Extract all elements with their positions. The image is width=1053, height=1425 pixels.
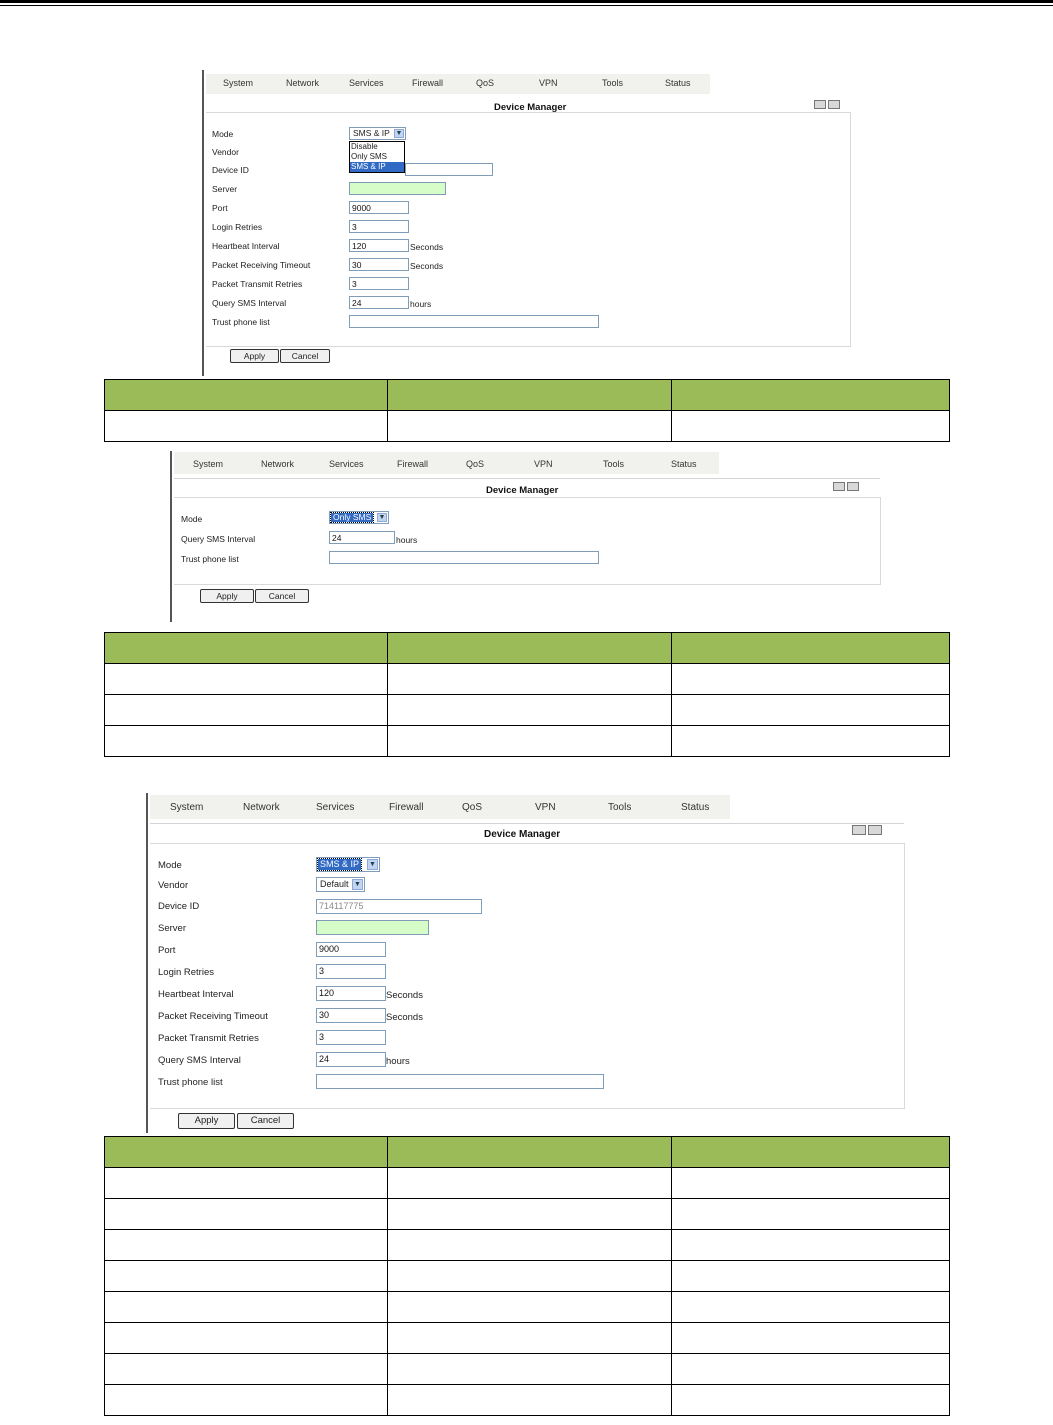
login-retries-label: Login Retries xyxy=(158,967,214,978)
heartbeat-label: Heartbeat Interval xyxy=(158,989,234,1000)
table-row xyxy=(105,1199,950,1230)
chevron-down-icon[interactable]: ▼ xyxy=(352,879,363,890)
port-field[interactable]: 9000 xyxy=(349,201,409,214)
window-controls xyxy=(852,825,884,834)
table-row xyxy=(105,1385,950,1416)
query-sms-field[interactable]: 24 xyxy=(329,531,395,544)
recv-timeout-field[interactable]: 30 xyxy=(349,258,409,271)
query-sms-unit: hours xyxy=(386,1056,410,1067)
form-panel xyxy=(150,843,905,1109)
maximize-icon[interactable] xyxy=(828,100,840,109)
mode-select[interactable] xyxy=(349,127,406,140)
top-nav xyxy=(174,452,719,474)
trust-list-label: Trust phone list xyxy=(158,1077,223,1088)
mode-label: Mode xyxy=(181,514,203,524)
device-id-label: Device ID xyxy=(212,165,249,175)
option-sms-ip[interactable]: SMS & IP xyxy=(350,162,404,172)
mode-label: Mode xyxy=(158,860,182,871)
transmit-retries-field[interactable]: 3 xyxy=(316,1030,386,1045)
mode-select-value: SMS & IP xyxy=(353,128,390,138)
query-sms-unit: hours xyxy=(410,299,432,309)
port-label: Port xyxy=(212,203,228,213)
server-label: Server xyxy=(158,923,186,934)
login-retries-field[interactable]: 3 xyxy=(349,220,409,233)
minimize-icon[interactable] xyxy=(814,100,826,109)
port-field[interactable]: 9000 xyxy=(316,942,386,957)
nav-network[interactable]: Network xyxy=(243,802,280,813)
mode-select[interactable] xyxy=(329,511,389,524)
port-label: Port xyxy=(158,945,176,956)
server-field[interactable] xyxy=(316,920,429,935)
recv-timeout-label: Packet Receiving Timeout xyxy=(212,260,311,270)
mode-dropdown-list[interactable] xyxy=(349,141,405,173)
page-title: Device Manager xyxy=(494,102,567,113)
table-row xyxy=(105,1354,950,1385)
device-id-label: Device ID xyxy=(158,901,200,912)
cancel-button[interactable]: Cancel xyxy=(237,1113,294,1129)
chevron-down-icon[interactable]: ▼ xyxy=(378,514,386,521)
table-row xyxy=(105,726,950,757)
nav-system[interactable]: System xyxy=(170,802,204,813)
device-manager-screenshot-1 xyxy=(202,70,852,376)
query-sms-unit: hours xyxy=(396,535,418,545)
form-panel xyxy=(174,497,881,585)
table-row xyxy=(105,1168,950,1199)
query-sms-field[interactable]: 24 xyxy=(316,1052,386,1067)
window-controls xyxy=(833,482,861,491)
nav-status[interactable]: Status xyxy=(671,459,697,469)
minimize-icon[interactable] xyxy=(833,482,845,491)
minimize-icon[interactable] xyxy=(852,825,866,835)
nav-firewall[interactable]: Firewall xyxy=(389,802,424,813)
nav-qos[interactable]: QoS xyxy=(466,459,485,469)
query-sms-label: Query SMS Interval xyxy=(212,298,287,308)
option-only-sms[interactable]: Only SMS xyxy=(351,152,388,161)
heartbeat-field[interactable]: 120 xyxy=(316,986,386,1001)
window-controls xyxy=(814,100,842,109)
recv-timeout-unit: Seconds xyxy=(410,261,444,271)
nav-services[interactable]: Services xyxy=(329,459,364,469)
table-row xyxy=(105,664,950,695)
screenshot-border xyxy=(202,70,204,376)
nav-vpn[interactable]: VPN xyxy=(534,459,553,469)
nav-status[interactable]: Status xyxy=(681,802,710,813)
transmit-retries-label: Packet Transmit Retries xyxy=(212,279,303,289)
parameter-table-2 xyxy=(104,632,950,757)
top-nav xyxy=(206,74,710,94)
nav-network[interactable]: Network xyxy=(286,78,320,88)
query-sms-field[interactable]: 24 xyxy=(349,296,409,309)
table-row xyxy=(105,1230,950,1261)
title-divider xyxy=(150,823,904,824)
table-row xyxy=(105,1261,950,1292)
header-rule-thin xyxy=(0,5,1053,6)
table-row xyxy=(105,695,950,726)
login-retries-label: Login Retries xyxy=(212,222,263,232)
table-header-row xyxy=(105,1137,950,1168)
table-header-row xyxy=(105,633,950,664)
nav-firewall[interactable]: Firewall xyxy=(397,459,429,469)
maximize-icon[interactable] xyxy=(868,825,882,835)
trust-list-field[interactable] xyxy=(329,551,599,564)
parameter-table-1 xyxy=(104,379,950,442)
login-retries-field[interactable]: 3 xyxy=(316,964,386,979)
nav-vpn[interactable]: VPN xyxy=(535,802,556,813)
vendor-select[interactable] xyxy=(316,877,365,892)
vendor-label: Vendor xyxy=(158,880,189,891)
vendor-label: Vendor xyxy=(212,147,239,157)
heartbeat-unit: Seconds xyxy=(410,242,444,252)
nav-tools[interactable]: Tools xyxy=(608,802,632,813)
chevron-down-icon[interactable]: ▼ xyxy=(395,130,403,137)
trust-list-field[interactable] xyxy=(316,1074,604,1089)
title-divider xyxy=(174,478,880,479)
recv-timeout-field[interactable]: 30 xyxy=(316,1008,386,1023)
apply-button[interactable]: Apply xyxy=(230,349,279,363)
nav-services[interactable]: Services xyxy=(349,78,384,88)
apply-button[interactable]: Apply xyxy=(178,1113,235,1129)
server-field[interactable] xyxy=(349,182,446,195)
device-manager-screenshot-3 xyxy=(146,793,906,1133)
top-nav xyxy=(150,795,730,819)
form-panel xyxy=(206,112,851,347)
heartbeat-label: Heartbeat Interval xyxy=(212,241,280,251)
recv-timeout-label: Packet Receiving Timeout xyxy=(158,1011,268,1022)
trust-list-label: Trust phone list xyxy=(181,554,239,564)
mode-label: Mode xyxy=(212,129,234,139)
page-title: Device Manager xyxy=(484,829,561,840)
recv-timeout-unit: Seconds xyxy=(386,1012,423,1023)
mode-select-value: SMS & IP xyxy=(320,859,360,869)
nav-firewall[interactable]: Firewall xyxy=(412,78,444,88)
mode-select[interactable] xyxy=(316,857,380,872)
maximize-icon[interactable] xyxy=(847,482,859,491)
nav-status[interactable]: Status xyxy=(665,78,691,88)
cancel-button[interactable]: Cancel xyxy=(280,349,330,363)
nav-vpn[interactable]: VPN xyxy=(539,78,558,88)
device-id-field[interactable]: 714117775 xyxy=(316,899,482,914)
table-row xyxy=(105,1323,950,1354)
nav-system[interactable]: System xyxy=(223,78,254,88)
transmit-retries-field[interactable]: 3 xyxy=(349,277,409,290)
table-row xyxy=(105,1292,950,1323)
heartbeat-field[interactable]: 120 xyxy=(349,239,409,252)
transmit-retries-label: Packet Transmit Retries xyxy=(158,1033,259,1044)
parameter-table-3 xyxy=(104,1136,950,1416)
trust-list-field[interactable] xyxy=(349,315,599,328)
nav-system[interactable]: System xyxy=(193,459,224,469)
table-row xyxy=(105,411,950,442)
table-header-row xyxy=(105,380,950,411)
trust-list-label: Trust phone list xyxy=(212,317,270,327)
device-id-field[interactable] xyxy=(405,163,493,176)
nav-qos[interactable]: QoS xyxy=(476,78,495,88)
nav-qos[interactable]: QoS xyxy=(462,802,483,813)
chevron-down-icon[interactable]: ▼ xyxy=(367,859,378,870)
server-label: Server xyxy=(212,184,238,194)
screenshot-border xyxy=(146,793,148,1133)
mode-select-value: Only SMS xyxy=(333,512,372,522)
nav-tools[interactable]: Tools xyxy=(603,459,625,469)
option-disable[interactable]: Disable xyxy=(351,142,378,151)
nav-network[interactable]: Network xyxy=(261,459,295,469)
query-sms-label: Query SMS Interval xyxy=(181,534,256,544)
nav-tools[interactable]: Tools xyxy=(602,78,624,88)
heartbeat-unit: Seconds xyxy=(386,990,423,1001)
vendor-select-value: Default xyxy=(320,879,349,889)
device-manager-screenshot-2 xyxy=(170,451,883,622)
header-rule-thick xyxy=(0,0,1053,3)
query-sms-label: Query SMS Interval xyxy=(158,1055,241,1066)
nav-services[interactable]: Services xyxy=(316,802,355,813)
screenshot-border xyxy=(170,451,172,622)
apply-button[interactable]: Apply xyxy=(200,589,254,603)
page-title: Device Manager xyxy=(486,485,559,496)
cancel-button[interactable]: Cancel xyxy=(255,589,309,603)
